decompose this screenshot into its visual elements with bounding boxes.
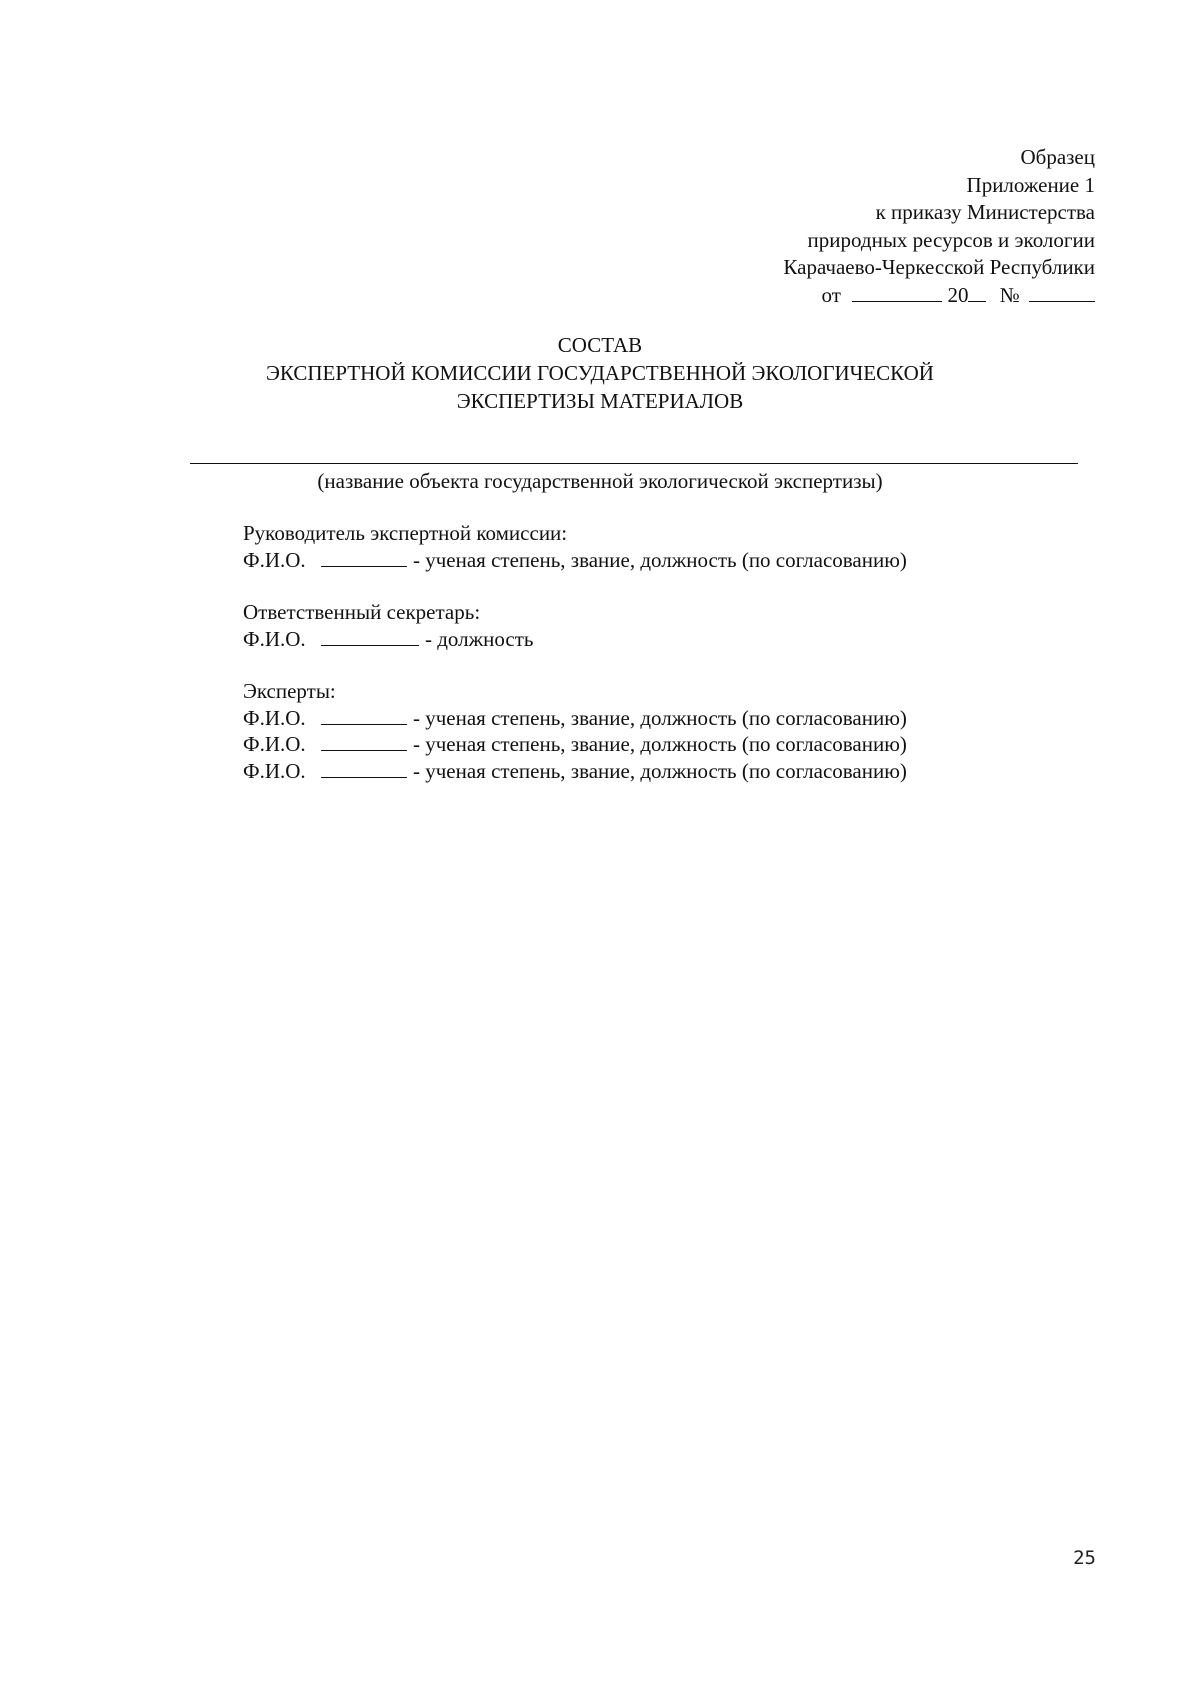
commission-members (243, 520, 907, 810)
title-line-2: ЭКСПЕРТНОЙ КОМИССИИ ГОСУДАРСТВЕННОЙ ЭКОЛОГИЧЕСКОЙ (266, 361, 934, 385)
member-row (243, 758, 907, 785)
member-description: - ученая степень, звание, должность (по согласованию) (413, 758, 907, 783)
member-description: - ученая степень, звание, должность (по согласованию) (413, 705, 907, 730)
fio-label: Ф.И.О. (243, 705, 306, 730)
member-row (243, 731, 907, 758)
appendix-number: Приложение 1 (966, 172, 1095, 197)
member-description: - ученая степень, звание, должность (по согласованию) (413, 732, 907, 756)
order-reference: к приказу Министерства (875, 200, 1095, 224)
fio-label: Ф.И.О. (243, 732, 306, 756)
appendix-heading (783, 144, 1095, 309)
fio-blank (321, 706, 407, 725)
head-group (243, 520, 907, 573)
ministry-name: природных ресурсов и экологии (807, 227, 1095, 252)
sample-label: Образец (1020, 145, 1095, 169)
head-label: Руководитель экспертной комиссии: (243, 521, 568, 545)
fio-label: Ф.И.О. (243, 758, 306, 783)
date-prefix: от (821, 282, 841, 307)
number-sign: № (999, 282, 1020, 307)
member-row (243, 626, 907, 653)
object-name-caption: (название объекта государственной экологической экспертизы) (317, 469, 883, 493)
object-name-rule (190, 463, 1078, 464)
year-blank (968, 283, 986, 302)
fio-label: Ф.И.О. (243, 547, 306, 572)
experts-label: Эксперты: (243, 679, 336, 703)
fio-blank (321, 627, 419, 646)
fio-blank (321, 759, 407, 778)
secretary-label: Ответственный секретарь: (243, 600, 481, 624)
page-number: 25 (1073, 1547, 1096, 1569)
document-title (0, 331, 1200, 415)
fio-label: Ф.И.О. (243, 626, 306, 651)
date-blank (852, 283, 942, 302)
fio-blank (321, 732, 407, 751)
republic-name: Карачаево-Черкесской Республики (783, 255, 1095, 279)
secretary-group (243, 599, 907, 652)
date-year: 20 (947, 282, 969, 307)
member-description: - ученая степень, звание, должность (по согласованию) (413, 547, 907, 572)
title-line-3: ЭКСПЕРТИЗЫ МАТЕРИАЛОВ (456, 389, 744, 413)
member-row (243, 705, 907, 732)
fio-blank (321, 548, 407, 567)
member-description: - должность (425, 626, 534, 651)
experts-group (243, 678, 907, 784)
order-date-line (783, 282, 1095, 310)
number-blank (1029, 283, 1095, 302)
title-line-1: СОСТАВ (557, 333, 643, 357)
member-row (243, 547, 907, 574)
